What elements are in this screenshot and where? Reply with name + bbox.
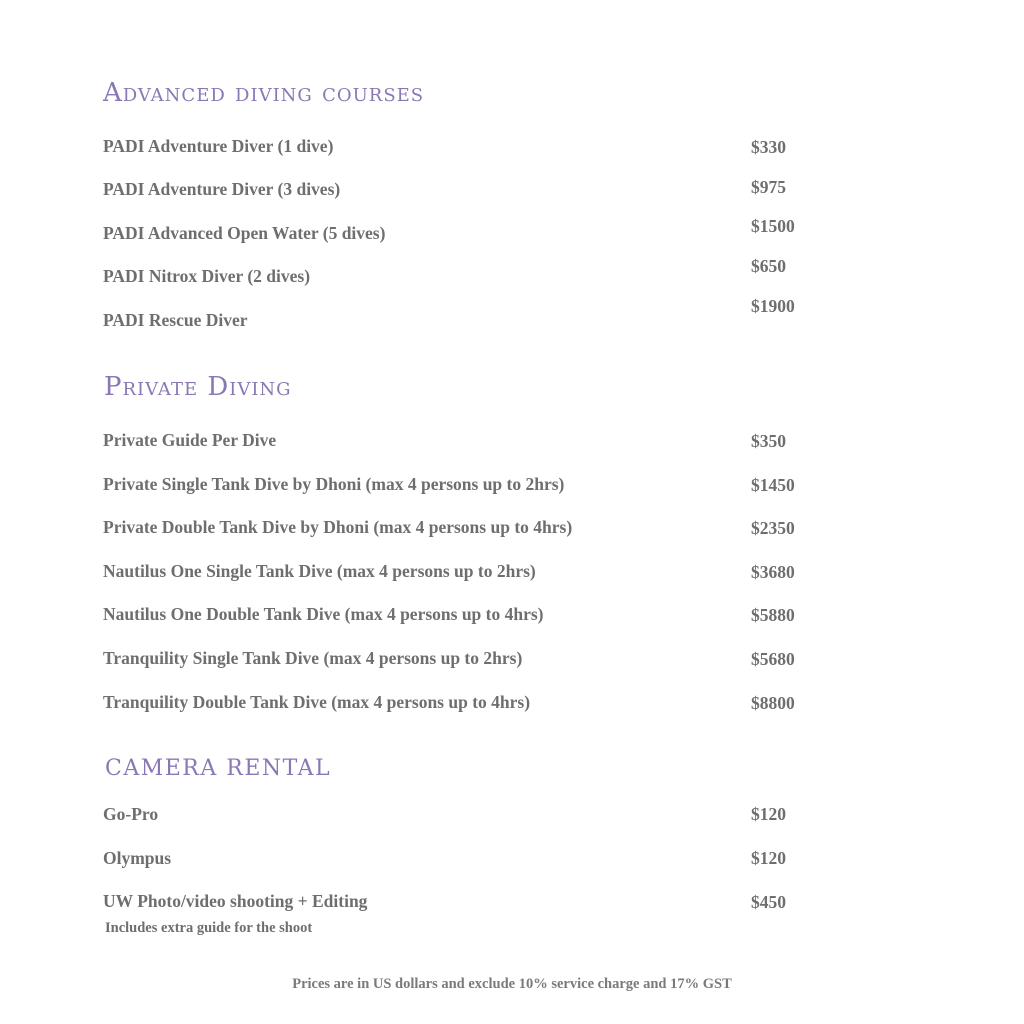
item-name: Tranquility Single Tank Dive (max 4 persons up to 2hrs) (103, 648, 523, 668)
item-price: $8800 (751, 693, 795, 713)
item-name: Private Guide Per Dive (103, 430, 277, 450)
item-price: $1900 (751, 296, 795, 316)
item-price: $120 (751, 848, 786, 868)
item-price: $330 (751, 137, 786, 157)
item-note: Includes extra guide for the shoot (105, 920, 313, 936)
item-name: Private Single Tank Dive by Dhoni (max 4 persons up to 2hrs) (103, 474, 565, 494)
item-price: $5680 (751, 649, 795, 669)
item-price: $1450 (751, 475, 795, 495)
section-heading-camera-rental: CAMERA RENTAL (105, 756, 332, 781)
item-price: $5880 (751, 605, 795, 625)
item-price: $2350 (751, 518, 795, 538)
item-name: Nautilus One Double Tank Dive (max 4 persons up to 4hrs) (103, 604, 544, 624)
item-name: PADI Advanced Open Water (5 dives) (103, 223, 386, 243)
section-heading-advanced-diving: Advanced diving courses (103, 78, 425, 108)
pricing-footnote: Prices are in US dollars and exclude 10% service charge and 17% GST (292, 976, 732, 992)
item-price: $1500 (751, 216, 795, 236)
item-price: $3680 (751, 562, 795, 582)
item-name: Go-Pro (103, 804, 159, 824)
item-price: $450 (751, 892, 786, 912)
item-name: Nautilus One Single Tank Dive (max 4 persons up to 2hrs) (103, 561, 536, 581)
item-name: Private Double Tank Dive by Dhoni (max 4 persons up to 4hrs) (103, 517, 573, 537)
item-name: PADI Nitrox Diver (2 dives) (103, 266, 311, 286)
item-price: $975 (751, 177, 786, 197)
item-name: Tranquility Double Tank Dive (max 4 persons up to 4hrs) (103, 692, 531, 712)
section-heading-private-diving: Private Diving (104, 372, 292, 402)
item-name: PADI Adventure Diver (1 dive) (103, 136, 334, 156)
item-name: PADI Rescue Diver (103, 310, 248, 330)
item-name: Olympus (103, 848, 172, 868)
item-price: $350 (751, 431, 786, 451)
item-price: $120 (751, 804, 786, 824)
item-price: $650 (751, 256, 786, 276)
item-name: UW Photo/video shooting + Editing (103, 891, 368, 911)
item-name: PADI Adventure Diver (3 dives) (103, 179, 341, 199)
